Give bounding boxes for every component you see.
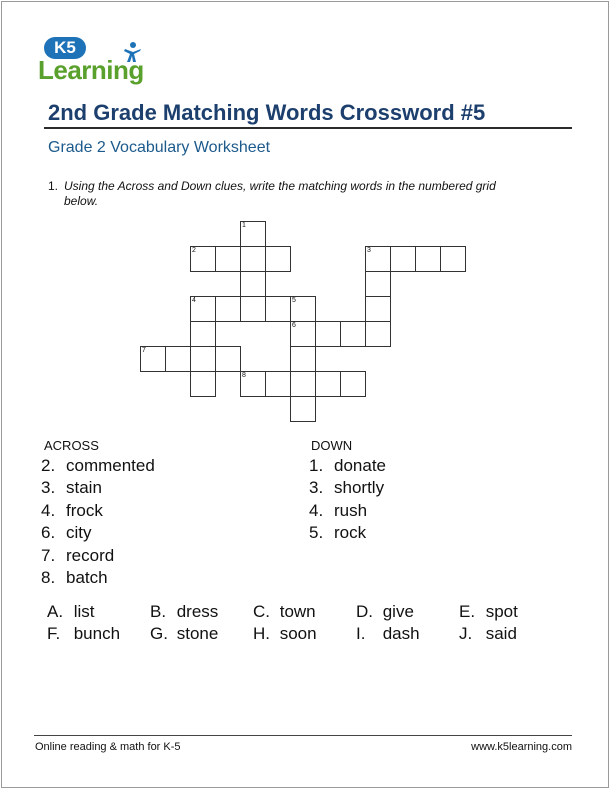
clue-number: 3.: [41, 478, 56, 498]
clue-word: record: [66, 545, 115, 565]
crossword-cell[interactable]: [240, 296, 266, 322]
crossword-cell[interactable]: [415, 246, 441, 272]
clue-word: shortly: [334, 478, 385, 498]
logo-wordmark: Learning: [38, 55, 144, 85]
crossword-cell[interactable]: [290, 346, 316, 372]
footer-rule: [34, 735, 572, 736]
word-bank-item: [253, 602, 316, 622]
word-bank-item: [47, 602, 95, 622]
crossword-cell[interactable]: [240, 371, 266, 397]
crossword-cell[interactable]: [365, 246, 391, 272]
word-bank-word: spot: [481, 602, 518, 621]
word-bank-word: stone: [172, 624, 219, 643]
crossword-cell[interactable]: [190, 246, 216, 272]
clue-word: donate: [334, 456, 386, 475]
across-clue: [41, 455, 155, 477]
cell-number: 1: [242, 222, 246, 229]
clue-number: 4.: [41, 500, 56, 520]
cell-number: 8: [242, 372, 246, 379]
word-bank-word: give: [378, 602, 414, 621]
clue-word: commented: [66, 456, 155, 475]
crossword-cell[interactable]: [140, 346, 166, 372]
down-clue: [309, 500, 386, 522]
cell-number: 7: [142, 347, 146, 354]
crossword-cell[interactable]: [215, 346, 241, 372]
down-clue: [309, 455, 386, 477]
cell-number: 5: [292, 297, 296, 304]
word-bank-letter: J.: [459, 624, 473, 643]
crossword-cell[interactable]: [315, 321, 341, 347]
crossword-cell[interactable]: [240, 221, 266, 247]
clue-word: rock: [334, 523, 367, 543]
clue-number: 8.: [41, 567, 56, 587]
crossword-cell[interactable]: [290, 296, 316, 322]
title-underline: [44, 127, 572, 129]
crossword-cell[interactable]: [365, 271, 391, 297]
crossword-cell[interactable]: [365, 321, 391, 347]
clue-word: batch: [66, 567, 108, 587]
down-clue: [309, 477, 386, 499]
crossword-cell[interactable]: [165, 346, 191, 372]
word-bank-word: town: [275, 602, 316, 621]
crossword-cell[interactable]: [240, 246, 266, 272]
crossword-cell[interactable]: [215, 246, 241, 272]
across-clue: [41, 522, 155, 544]
word-bank-letter: F.: [47, 624, 61, 643]
crossword-cell[interactable]: [340, 321, 366, 347]
word-bank-letter: E.: [459, 602, 476, 621]
crossword-cell[interactable]: [265, 246, 291, 272]
crossword-cell[interactable]: [315, 371, 341, 397]
word-bank-letter: G.: [150, 624, 168, 643]
page-subtitle: Grade 2 Vocabulary Worksheet: [48, 139, 271, 156]
clue-number: 4.: [309, 500, 324, 520]
logo-badge: K5: [44, 37, 86, 59]
crossword-cell[interactable]: [190, 296, 216, 322]
across-clue: [41, 545, 155, 567]
clue-number: 3.: [309, 478, 324, 498]
crossword-cell[interactable]: [390, 246, 416, 272]
crossword-cell[interactable]: [265, 296, 291, 322]
crossword-cell[interactable]: [190, 346, 216, 372]
word-bank-item: [356, 602, 414, 622]
down-heading: DOWN: [311, 438, 353, 453]
across-clues: [41, 455, 155, 589]
word-bank-word: bunch: [69, 624, 121, 643]
clue-number: 6.: [41, 523, 56, 543]
clue-number: 7.: [41, 545, 56, 565]
down-clues: [309, 455, 386, 545]
crossword-cell[interactable]: [440, 246, 466, 272]
instruction-number: 1.: [48, 179, 59, 193]
word-bank-word: list: [69, 602, 95, 621]
word-bank-item: [356, 624, 420, 644]
crossword-cell[interactable]: [290, 321, 316, 347]
across-clue: [41, 500, 155, 522]
cell-number: 2: [192, 247, 196, 254]
footer-tagline: Online reading & math for K-5: [35, 741, 181, 753]
clue-number: 5.: [309, 523, 324, 543]
crossword-cell[interactable]: [190, 321, 216, 347]
word-bank-word: dress: [172, 602, 219, 621]
word-bank-word: dash: [378, 624, 420, 643]
instruction-text: Using the Across and Down clues, write the matching words in the numbered grid below.: [64, 179, 496, 208]
word-bank-letter: C.: [253, 602, 270, 621]
across-heading: ACROSS: [44, 438, 99, 453]
word-bank-item: [47, 624, 120, 644]
word-bank-item: [253, 624, 317, 644]
word-bank-item: [150, 624, 218, 644]
word-bank-letter: I.: [356, 624, 366, 643]
page-title: 2nd Grade Matching Words Crossword #5: [48, 100, 486, 125]
word-bank-letter: H.: [253, 624, 270, 643]
word-bank-letter: A.: [47, 602, 64, 621]
crossword-cell[interactable]: [340, 371, 366, 397]
clue-word: stain: [66, 478, 102, 498]
crossword-cell[interactable]: [290, 371, 316, 397]
word-bank-word: soon: [275, 624, 317, 643]
cell-number: 3: [367, 247, 371, 254]
crossword-cell[interactable]: [290, 396, 316, 422]
clue-word: rush: [334, 500, 368, 520]
crossword-cell[interactable]: [240, 271, 266, 297]
k5-learning-logo: [36, 33, 156, 85]
word-bank-word: said: [481, 624, 517, 643]
crossword-cell[interactable]: [215, 296, 241, 322]
across-clue: [41, 477, 155, 499]
word-bank-item: [459, 624, 517, 644]
crossword-cell[interactable]: [190, 371, 216, 397]
cell-number: 4: [192, 297, 196, 304]
clue-word: frock: [66, 500, 103, 520]
cell-number: 6: [292, 322, 296, 329]
footer-url[interactable]: www.k5learning.com: [471, 741, 572, 753]
down-clue: [309, 522, 386, 544]
clue-word: city: [66, 523, 92, 543]
word-bank-item: [150, 602, 218, 622]
word-bank-letter: B.: [150, 602, 167, 621]
crossword-cell[interactable]: [365, 296, 391, 322]
clue-number: 1.: [309, 456, 324, 475]
across-clue: [41, 567, 155, 589]
word-bank-item: [459, 602, 518, 622]
word-bank-letter: D.: [356, 602, 373, 621]
clue-number: 2.: [41, 456, 56, 475]
crossword-cell[interactable]: [265, 371, 291, 397]
